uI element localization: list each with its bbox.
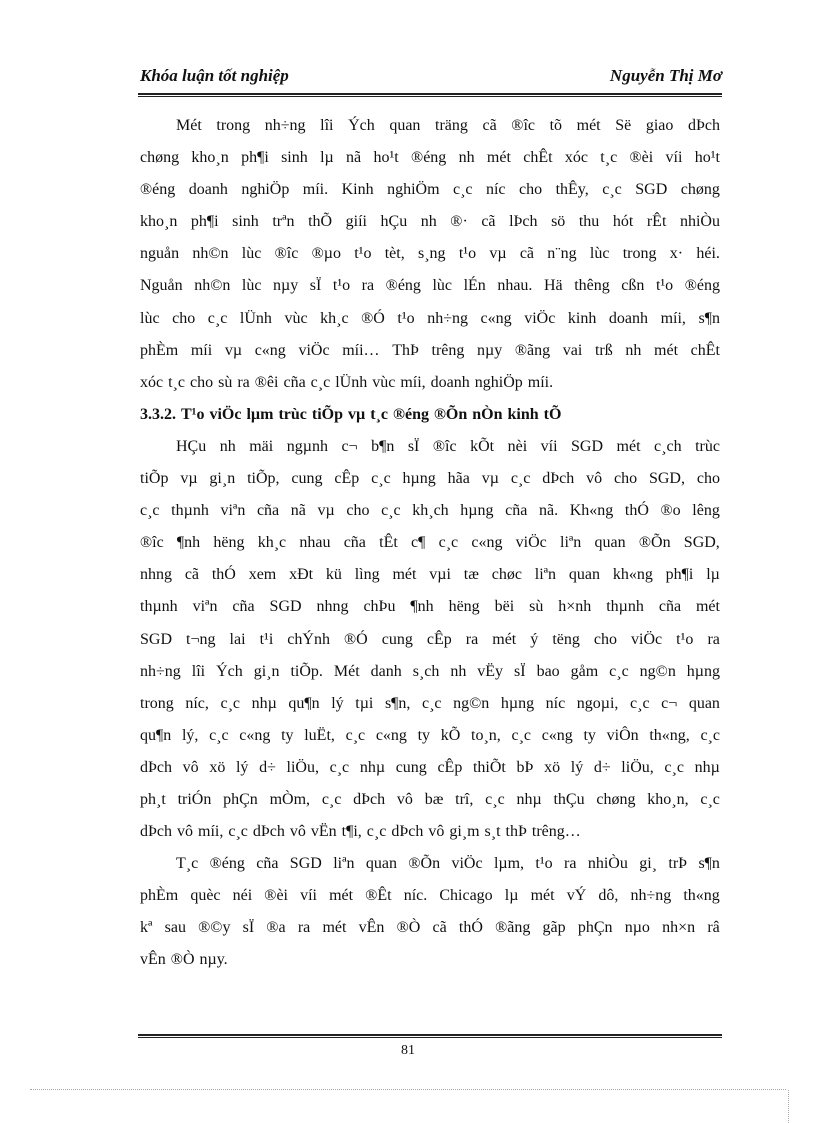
text-line: Nguån nh©n lùc nµy sÏ t¹o ra ®éng lùc lÉn nhau. Hä thêng cßn t¹o ®éng: [140, 277, 720, 295]
text-line: lùc cho c¸c lÜnh vùc kh¸c ®Ó t¹o nh÷ng c«ng viÖc kinh doanh míi, s¶n: [140, 309, 720, 327]
text-line: trong níc, c¸c nhµ qu¶n lý tµi s¶n, c¸c ng©n hµng níc ngoµi, c¸c c¬ quan: [140, 694, 720, 712]
page-header: [140, 66, 722, 90]
text-line: phÈm quèc néi ®èi víi mét ®Êt níc. Chicago lµ mét vÝ dô, nh÷ng th«ng: [140, 887, 720, 905]
footer-rule: [138, 1034, 722, 1038]
text-line: kª sau ®©y sÏ ®a ra mét vÊn ®Ò cã thÓ ®ãng gãp phÇn nµo nh×n râ: [140, 919, 720, 937]
header-thesis-title: Khóa luận tốt nghiệp: [140, 66, 289, 85]
text-line: c¸c thµnh viªn cña nã vµ cho c¸c kh¸ch hµng cña nã. Kh«ng thÓ ®o lêng: [140, 502, 720, 520]
text-line: T¸c ®éng cña SGD liªn quan ®Õn viÖc lµm, t¹o ra nhiÒu gi¸ trÞ s¶n: [176, 855, 720, 873]
text-line: xóc t¸c cho sù ra ®êi cña c¸c lÜnh vùc míi, doanh nghiÖp míi.: [140, 373, 554, 391]
section-heading: 3.3.2. T¹o viÖc lµm trùc tiÕp vµ t¸c ®éng ®Õn nÒn kinh tÕ: [140, 405, 562, 423]
text-line: phÈm míi vµ c«ng viÖc míi… ThÞ trêng nµy ®ãng vai trß nh mét chÊt: [140, 341, 720, 359]
page-number: 81: [401, 1043, 415, 1058]
text-line: chøng kho¸n ph¶i sinh lµ nã ho¹t ®éng nh mét chÊt xóc t¸c ®èi víi ho¹t: [140, 149, 720, 167]
text-line: Mét trong nh÷ng lîi Ých quan träng cã ®îc tõ mét Së giao dÞch: [176, 117, 720, 134]
text-line: HÇu nh mäi ngµnh c¬ b¶n sÏ ®îc kÕt nèi víi SGD mét c¸ch trùc: [176, 437, 720, 455]
page-edge-dotted-line-vertical: [788, 1090, 789, 1123]
text-line: ®éng doanh nghiÖp míi. Kinh nghiÖm c¸c níc cho thÊy, c¸c SGD chøng: [140, 181, 720, 199]
text-line: vÊn ®Ò nµy.: [140, 951, 228, 969]
text-line: dÞch vô míi, c¸c dÞch vô vËn t¶i, c¸c dÞch vô gi¸m s¸t thÞ trêng…: [140, 823, 581, 841]
body-text: [140, 110, 720, 977]
text-line: tiÕp vµ gi¸n tiÕp, cung cÊp c¸c hµng hãa vµ c¸c dÞch vô cho SGD, cho: [140, 470, 720, 488]
header-author-name: Nguyễn Thị Mơ: [609, 66, 722, 85]
text-line: ph¸t triÓn phÇn mÒm, c¸c dÞch vô bæ trî, c¸c nhµ thÇu chøng kho¸n, c¸c: [140, 790, 720, 808]
text-line: nhng cã thÓ xem xÐt kü lìng mét vµi tæ chøc liªn quan kh«ng ph¶i lµ: [140, 566, 720, 584]
text-line: ®îc ¶nh hëng kh¸c nhau cña tÊt c¶ c¸c c«ng viÖc liªn quan ®Õn SGD,: [140, 534, 720, 552]
text-line: kho¸n ph¶i sinh trªn thÕ giíi hÇu nh ®· cã lÞch sö thu hót rÊt nhiÒu: [140, 213, 720, 231]
text-line: nh÷ng lîi Ých gi¸n tiÕp. Mét danh s¸ch nh vËy sÏ bao gåm c¸c ng©n hµng: [140, 662, 720, 680]
text-line: SGD t¬ng lai t¹i chÝnh ®Ó cung cÊp ra mét ý tëng cho viÖc t¹o ra: [140, 630, 720, 648]
text-line: nguån nh©n lùc ®îc ®µo t¹o tèt, s¸ng t¹o vµ cã n¨ng lùc trong x· héi.: [140, 245, 720, 263]
text-line: qu¶n lý, c¸c c«ng ty luËt, c¸c c«ng ty kÕ to¸n, c¸c c«ng ty viÔn th«ng, c¸c: [140, 726, 720, 744]
page-edge-dotted-line: [30, 1089, 786, 1090]
text-line: thµnh viªn cña SGD nhng chÞu ¶nh hëng bëi sù h×nh thµnh cña mét: [140, 598, 720, 616]
header-rule: [138, 93, 722, 97]
text-line: dÞch vô xö lý d÷ liÖu, c¸c nhµ cung cÊp thiÕt bÞ xö lý d÷ liÖu, c¸c nhµ: [140, 758, 720, 776]
